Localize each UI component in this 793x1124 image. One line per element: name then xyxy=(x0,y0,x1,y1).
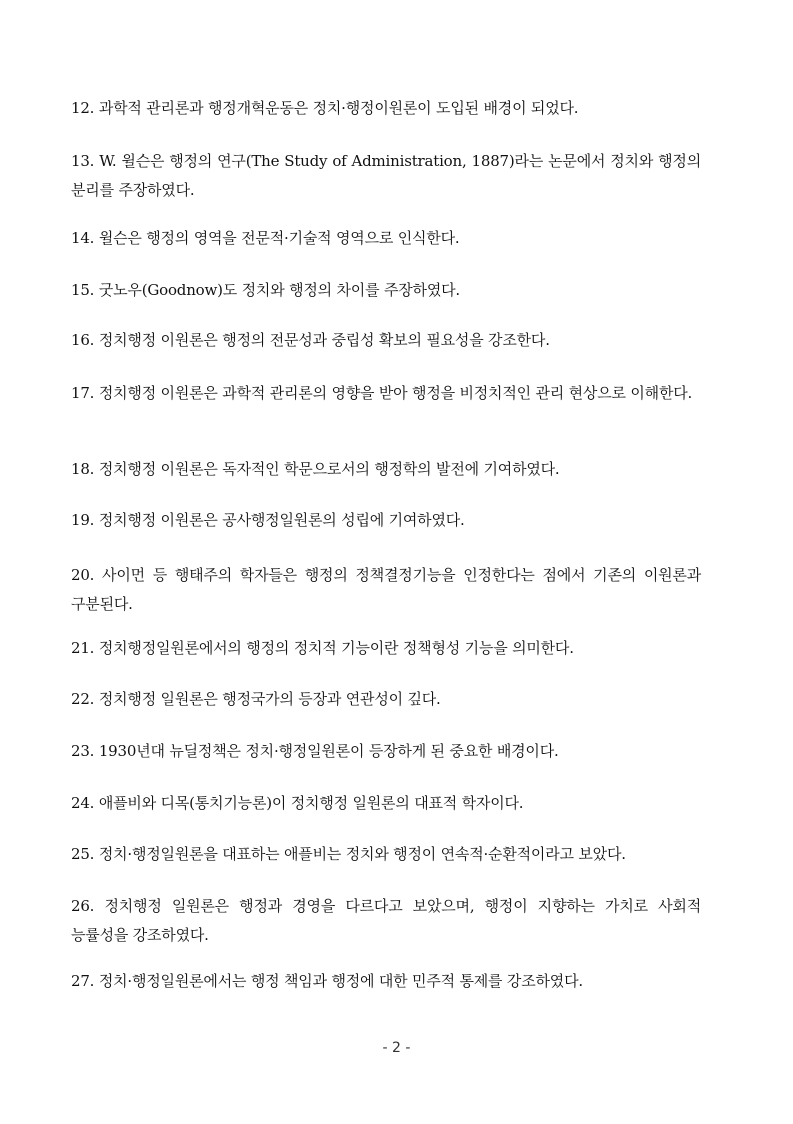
page-number: - 2 - xyxy=(382,1040,411,1056)
statement-16: 16. 정치행정 이원론은 행정의 전문성과 중립성 확보의 필요성을 강조한다. xyxy=(71,331,550,349)
statement-24: 24. 애플비와 디목(통치기능론)이 정치행정 일원론의 대표적 학자이다. xyxy=(71,794,524,812)
statement-12: 12. 과학적 관리론과 행정개혁운동은 정치·행정이원론이 도입된 배경이 되었다. xyxy=(71,99,579,117)
statement-22: 22. 정치행정 일원론은 행정국가의 등장과 연관성이 깊다. xyxy=(71,690,441,708)
statement-13: 13. W. 윌슨은 행정의 연구(The Study of Administration, 1887)라는 논문에서 정치와 행정의 분리를 주장하였다. xyxy=(71,152,701,199)
statement-19: 19. 정치행정 이원론은 공사행정일원론의 성립에 기여하였다. xyxy=(71,511,465,529)
statement-21: 21. 정치행정일원론에서의 행정의 정치적 기능이란 정책형성 기능을 의미한다. xyxy=(71,639,574,657)
statement-17: 17. 정치행정 이원론은 과학적 관리론의 영향을 받아 행정을 비정치적인 관리 현상으로 이해한다. xyxy=(71,384,693,402)
statement-27: 27. 정치·행정일원론에서는 행정 책임과 행정에 대한 민주적 통제를 강조하였다. xyxy=(71,972,583,990)
statement-15: 15. 굿노우(Goodnow)도 정치와 행정의 차이를 주장하였다. xyxy=(71,281,460,299)
statement-20: 20. 사이먼 등 행태주의 학자들은 행정의 정책결정기능을 인정한다는 점에서 기존의 이원론과 구분된다. xyxy=(71,566,701,613)
statement-26: 26. 정치행정 일원론은 행정과 경영을 다르다고 보았으며, 행정이 지향하는 가치로 사회적 능률성을 강조하였다. xyxy=(71,897,701,944)
statement-14: 14. 윌슨은 행정의 영역을 전문적·기술적 영역으로 인식한다. xyxy=(71,229,460,247)
statement-18: 18. 정치행정 이원론은 독자적인 학문으로서의 행정학의 발전에 기여하였다. xyxy=(71,460,560,478)
statement-23: 23. 1930년대 뉴딜정책은 정치·행정일원론이 등장하게 된 중요한 배경이다. xyxy=(71,742,559,760)
statement-25: 25. 정치·행정일원론을 대표하는 애플비는 정치와 행정이 연속적·순환적이라고 보았다. xyxy=(71,845,626,863)
